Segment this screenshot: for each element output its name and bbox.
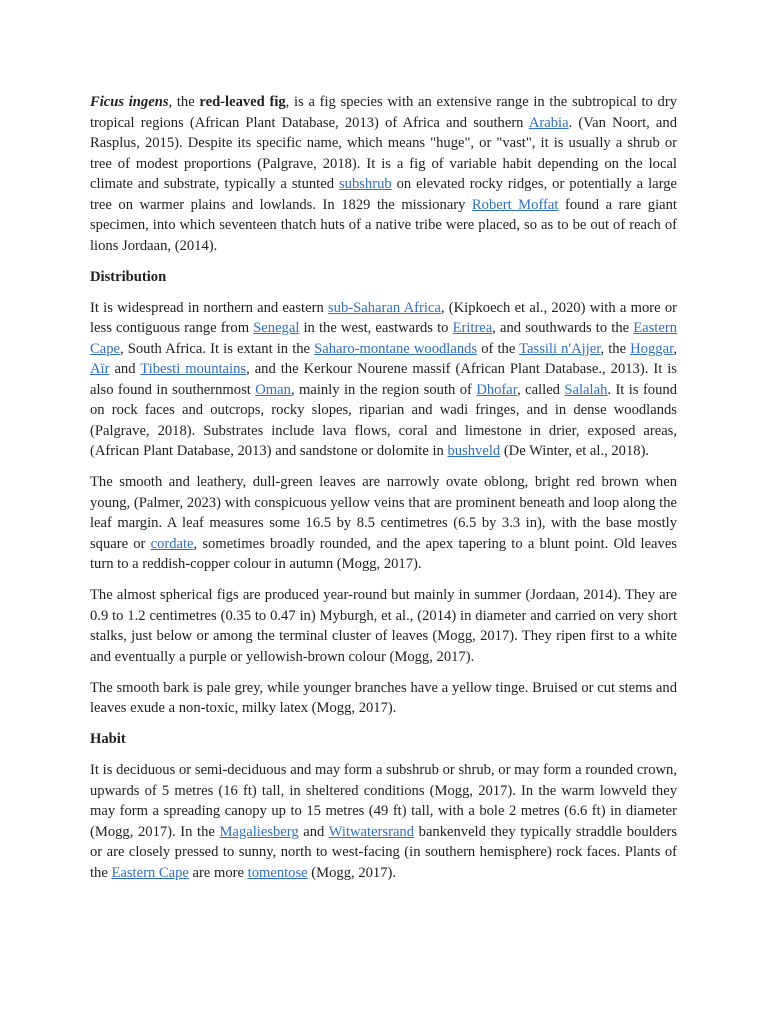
document-page (90, 92, 677, 894)
link-salalah[interactable]: Salalah (564, 381, 608, 398)
link-cordate[interactable]: cordate (150, 535, 194, 552)
link-eastern-cape[interactable]: Eastern Cape (90, 320, 677, 357)
link-subshrub[interactable]: subshrub (338, 176, 392, 192)
distribution-paragraph: It is widespread in northern and eastern sub-Saharan Africa, (Kipkoech et al., 2020) with a more or less contiguous range from Senegal in the west, eastwards to Eritrea, and southwards to the Eastern Cape, South Africa. It is extant in the Saharo-montane woodlands of the Tassili n'Ajjer, the Hoggar, Aïr and Tibesti mountains, and the Kerkour Nourene massif (African Plant Database., 2013). It is also found in southernmost Oman, mainly in the region south of Dhofar, called Salalah. It is found on rock faces and outcrops, rocky slopes, riparian and wadi fringes, and in dense woodlands (Palgrave, 2018). Substrates include lava flows, coral and limestone in drier, exposed areas, (African Plant Database, 2013) and sandstone or dolomite in bushveld (De Winter, et al., 2018). (90, 299, 678, 459)
link-eastern-cape-habit[interactable]: Eastern Cape (111, 864, 189, 881)
link-tomentose[interactable]: tomentose (247, 864, 308, 881)
bark-paragraph: The smooth bark is pale grey, while younger branches have a yellow tinge. Bruised or cut stems and leaves exude a non-toxic, milky latex (Mogg, 2017). (90, 679, 677, 716)
habit-heading: Habit (90, 731, 126, 747)
intro-paragraph: Ficus ingens, the red-leaved fig, is a fig species with an extensive range in the subtropical to dry tropical regions (African Plant Database, 2013) of Africa and southern Arabia. (Van Noort, and Rasplus, 2015). Despite its specific name, which means "huge", or "vast", it is usually a shrub or tree of modest proportions (Palgrave, 2018). It is a fig of variable habit depending on the local climate and substrate, typically a stunted subshrub on elevated rocky ridges, or potentially a large tree on warmer plains and lowlands. In 1829 the missionary Robert Moffat found a rare giant specimen, into which seventeen thatch huts of a native tribe were placed, so as to be out of reach of lions Jordaan, (2014). (90, 94, 677, 254)
link-oman[interactable]: Oman (255, 381, 291, 398)
link-eritrea[interactable]: Eritrea (452, 320, 493, 336)
link-bushveld[interactable]: bushveld (447, 443, 501, 459)
habit-paragraph: It is deciduous or semi-deciduous and may form a subshrub or shrub, or may form a rounded crown, upwards of 5 metres (16 ft) tall, in sheltered conditions (Mogg, 2017). In the warm lowveld they may form a spreading canopy up to 15 metres (49 ft) tall, with a bole 2 metres (6.6 ft) in diameter (Mogg, 2017). In the Magaliesberg and Witwatersrand bankenveld they typically straddle boulders or are closely pressed to sunny, north to west-facing (in southern hemisphere) rock faces. Plants of the Eastern Cape are more tomentose (Mogg, 2017). (90, 762, 677, 881)
link-magaliesberg[interactable]: Magaliesberg (219, 823, 299, 840)
figs-paragraph: The almost spherical figs are produced year-round but mainly in summer (Jordaan, 2014). They are 0.9 to 1.2 centimetres (0.35 to 0.47 in) Myburgh, et al., (2014) in diameter and carried on very short stalks, just below or among the terminal cluster of leaves (Mogg, 2017). They ripen first to a white and eventually a purple or yellowish-brown colour (Mogg, 2017). (90, 587, 677, 665)
link-sub-saharan-africa[interactable]: sub-Saharan Africa (328, 299, 441, 316)
link-tassili-najjer[interactable]: Tassili n'Ajjer (519, 340, 601, 357)
species-name: Ficus ingens (90, 94, 169, 110)
link-dhofar[interactable]: Dhofar (476, 381, 518, 398)
link-robert-moffat[interactable]: Robert Moffat (471, 196, 559, 213)
link-witwatersrand[interactable]: Witwatersrand (328, 823, 415, 840)
distribution-heading: Distribution (90, 268, 167, 285)
link-air[interactable]: Aïr (90, 361, 110, 377)
link-senegal[interactable]: Senegal (253, 320, 300, 336)
link-hoggar[interactable]: Hoggar (630, 340, 674, 357)
link-saharo-montane-woodlands[interactable]: Saharo-montane woodlands (314, 340, 478, 357)
common-name: red-leaved fig (199, 94, 286, 110)
link-arabia[interactable]: Arabia (528, 114, 569, 131)
link-tibesti-mountains[interactable]: Tibesti mountains (140, 361, 247, 377)
leaves-paragraph: The smooth and leathery, dull-green leaves are narrowly ovate oblong, bright red brown when young, (Palmer, 2023) with conspicuous yellow veins that are prominent beneath and loop along the leaf margin. A leaf measures some 16.5 by 8.5 centimetres (6.5 by 3.3 in), with the base mostly square or cordate, sometimes broadly rounded, and the apex tapering to a blunt point. Old leaves turn to a reddish-copper colour in autumn (Mogg, 2017). (90, 474, 677, 572)
